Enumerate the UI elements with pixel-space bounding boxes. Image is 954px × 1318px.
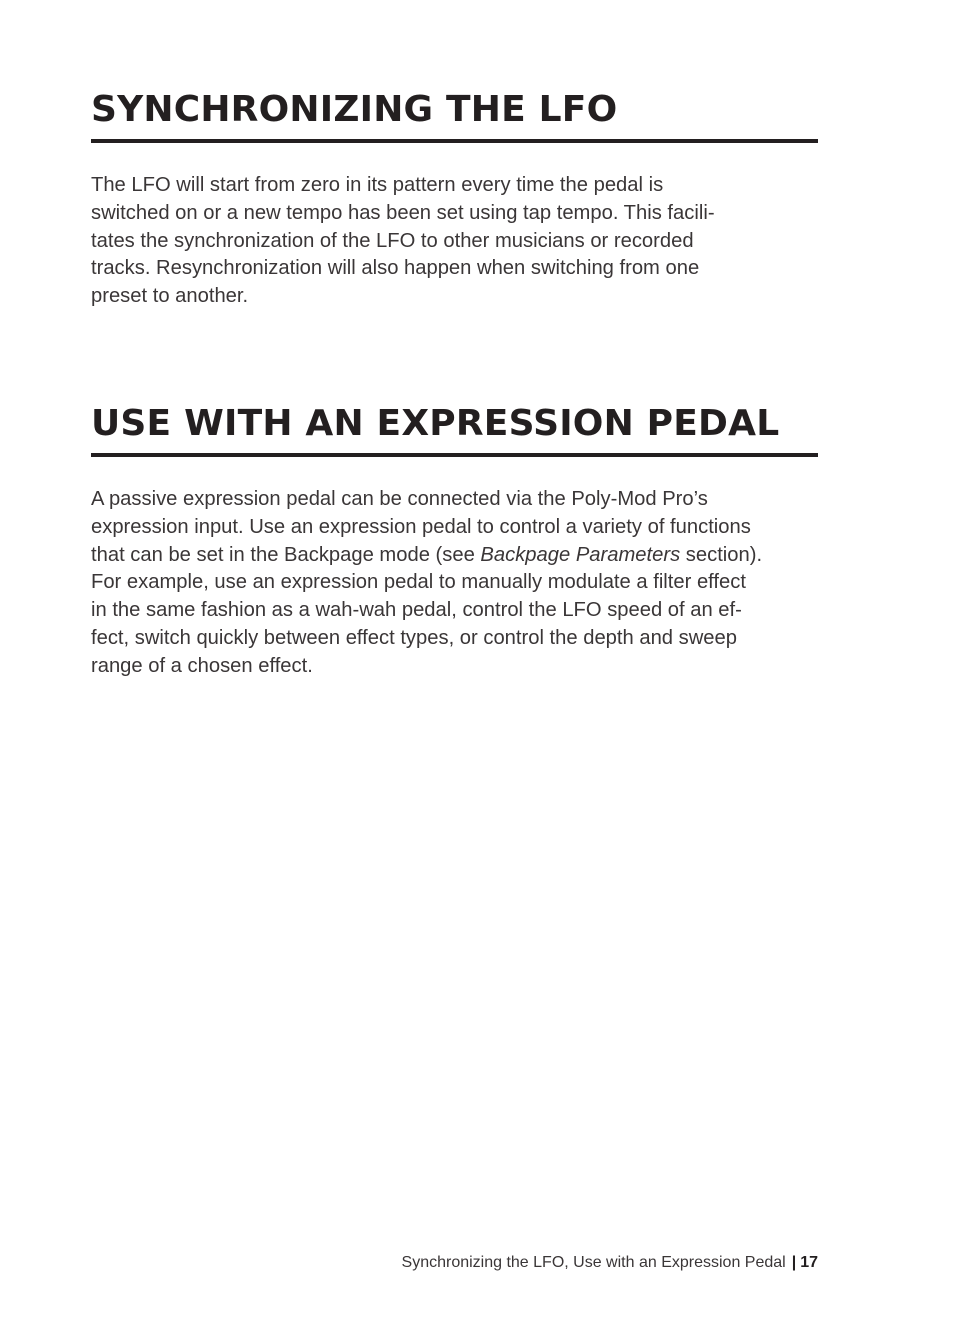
footer-separator: |: [791, 1254, 797, 1271]
paragraph-line: preset to another.: [91, 285, 249, 308]
section-heading-expression-pedal: USE WITH AN EXPRESSION PEDAL: [91, 403, 780, 444]
paragraph-line: in the same fashion as a wah-wah pedal, control the LFO speed of an ef-: [91, 599, 742, 622]
paragraph-line: A passive expression pedal can be connected via the Poly-Mod Pro’s: [91, 488, 708, 510]
paragraph-expression-pedal: [91, 486, 762, 681]
heading-rule: [91, 139, 818, 143]
paragraph-line: fect, switch quickly between effect types, or control the depth and sweep: [91, 626, 737, 649]
section-heading-sync-lfo: SYNCHRONIZING THE LFO: [91, 89, 618, 130]
paragraph-line: The LFO will start from zero in its pattern every time the pedal is: [91, 174, 664, 196]
line-text: that can be set in the Backpage mode (see: [91, 543, 481, 566]
page-footer: [402, 1251, 818, 1275]
page-number: 17: [800, 1254, 818, 1271]
heading-rule: [91, 453, 818, 457]
paragraph-line: switched on or a new tempo has been set using tap tempo. This facili-: [91, 201, 715, 224]
section-reference: Backpage Parameters: [480, 543, 681, 566]
paragraph-line: [91, 542, 762, 570]
paragraph-line: For example, use an expression pedal to manually modulate a filter effect: [91, 571, 746, 594]
paragraph-line: range of a chosen effect.: [91, 654, 313, 677]
paragraph-line: tates the synchronization of the LFO to other musicians or recorded: [91, 229, 694, 252]
paragraph-sync-lfo: [91, 172, 715, 311]
footer-title: Synchronizing the LFO, Use with an Expression Pedal: [401, 1254, 786, 1271]
line-text: section).: [680, 543, 763, 566]
paragraph-line: expression input. Use an expression pedal to control a variety of functions: [91, 515, 751, 538]
paragraph-line: tracks. Resynchronization will also happen when switching from one: [91, 257, 700, 280]
